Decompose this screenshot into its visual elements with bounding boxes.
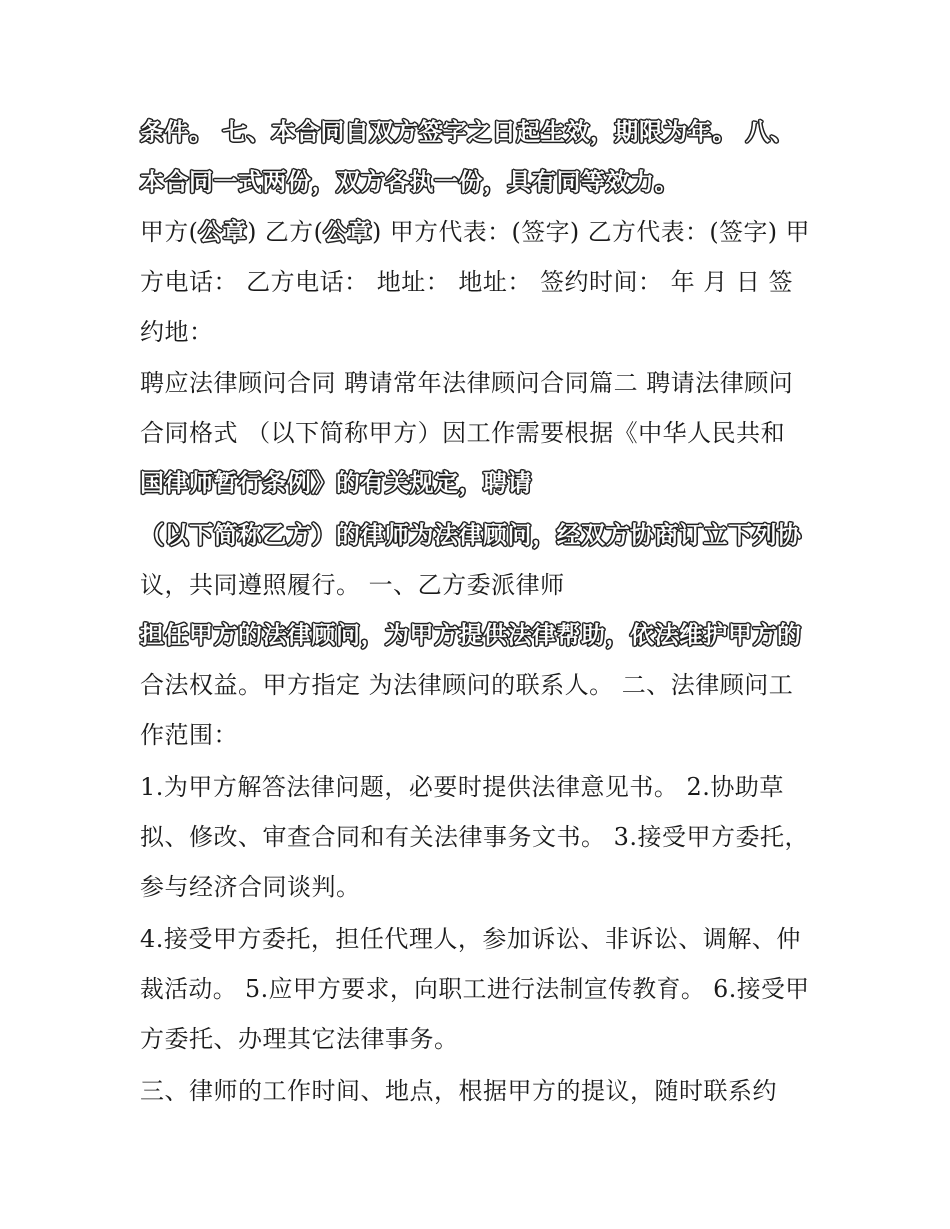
text-segment: 方委托、办理其它法律事务。: [140, 1025, 459, 1053]
text-segment: ) 乙方(: [247, 218, 324, 246]
text-segment: 拟、修改、审查合同和有关法律事务文书。 3.接受甲方委托，: [140, 823, 810, 851]
text-segment: 约地：: [140, 318, 214, 346]
text-line: [140, 969, 810, 1009]
outlined-text-segment: 本合同一式两份，双方各执一份，具有同等效力。: [140, 168, 679, 196]
text-line: [140, 162, 679, 202]
text-segment: 方电话： 乙方电话： 地址： 地址： 签约时间： 年 月 日 签: [140, 268, 794, 296]
text-line: [140, 715, 238, 755]
outlined-text-segment: 公章: [198, 218, 248, 246]
text-segment: 裁活动。 5.应甲方要求，向职工进行法制宣传教育。 6.接受甲: [140, 975, 810, 1003]
text-segment: ) 甲方代表：(签字) 乙方代表：(签字) 甲: [372, 218, 810, 246]
text-segment: 议，共同遵照履行。 一、乙方委派律师: [140, 571, 565, 599]
text-line: [140, 867, 361, 907]
text-line: [140, 413, 785, 453]
text-line: [140, 1071, 777, 1111]
text-segment: 1.为甲方解答法律问题，必要时提供法律意见书。 2.协助草: [140, 773, 784, 801]
outlined-text-segment: 条件。 七、本合同自双方签字之日起生效，期限为年。 八、: [140, 118, 795, 146]
text-line: [140, 112, 795, 152]
text-segment: 聘应法律顾问合同 聘请常年法律顾问合同篇二 聘请法律顾问: [140, 369, 794, 397]
text-segment: 作范围：: [140, 721, 238, 749]
text-segment: 合法权益。甲方指定 为法律顾问的联系人。 二、法律顾问工: [140, 671, 794, 699]
outlined-text-segment: 国律师暂行条例》的有关规定，聘请: [140, 469, 532, 497]
text-segment: 甲方(: [140, 218, 199, 246]
outlined-text-segment: （以下简称乙方）的律师为法律顾问，经双方协商订立下列协: [140, 521, 802, 549]
text-line: [140, 1019, 459, 1059]
text-segment: 合同格式 （以下简称甲方）因工作需要根据《中华人民共和: [140, 419, 786, 447]
outlined-text-segment: 担任甲方的法律顾问，为甲方提供法律帮助，依法维护甲方的: [140, 621, 802, 649]
text-line: [140, 312, 214, 352]
text-line: [140, 515, 802, 555]
text-line: [140, 767, 784, 807]
text-line: [140, 817, 809, 857]
text-line: [140, 463, 532, 503]
text-line: [140, 665, 793, 705]
text-segment: 参与经济合同谈判。: [140, 873, 361, 901]
text-line: [140, 212, 810, 252]
text-segment: 4.接受甲方委托，担任代理人，参加诉讼、非诉讼、调解、仲: [140, 925, 801, 953]
text-line: [140, 363, 793, 403]
text-segment: 三、律师的工作时间、地点，根据甲方的提议，随时联系约: [140, 1077, 777, 1105]
outlined-text-segment: 公章: [323, 218, 373, 246]
text-line: [140, 615, 802, 655]
text-line: [140, 565, 565, 605]
text-line: [140, 262, 793, 302]
text-line: [140, 919, 801, 959]
